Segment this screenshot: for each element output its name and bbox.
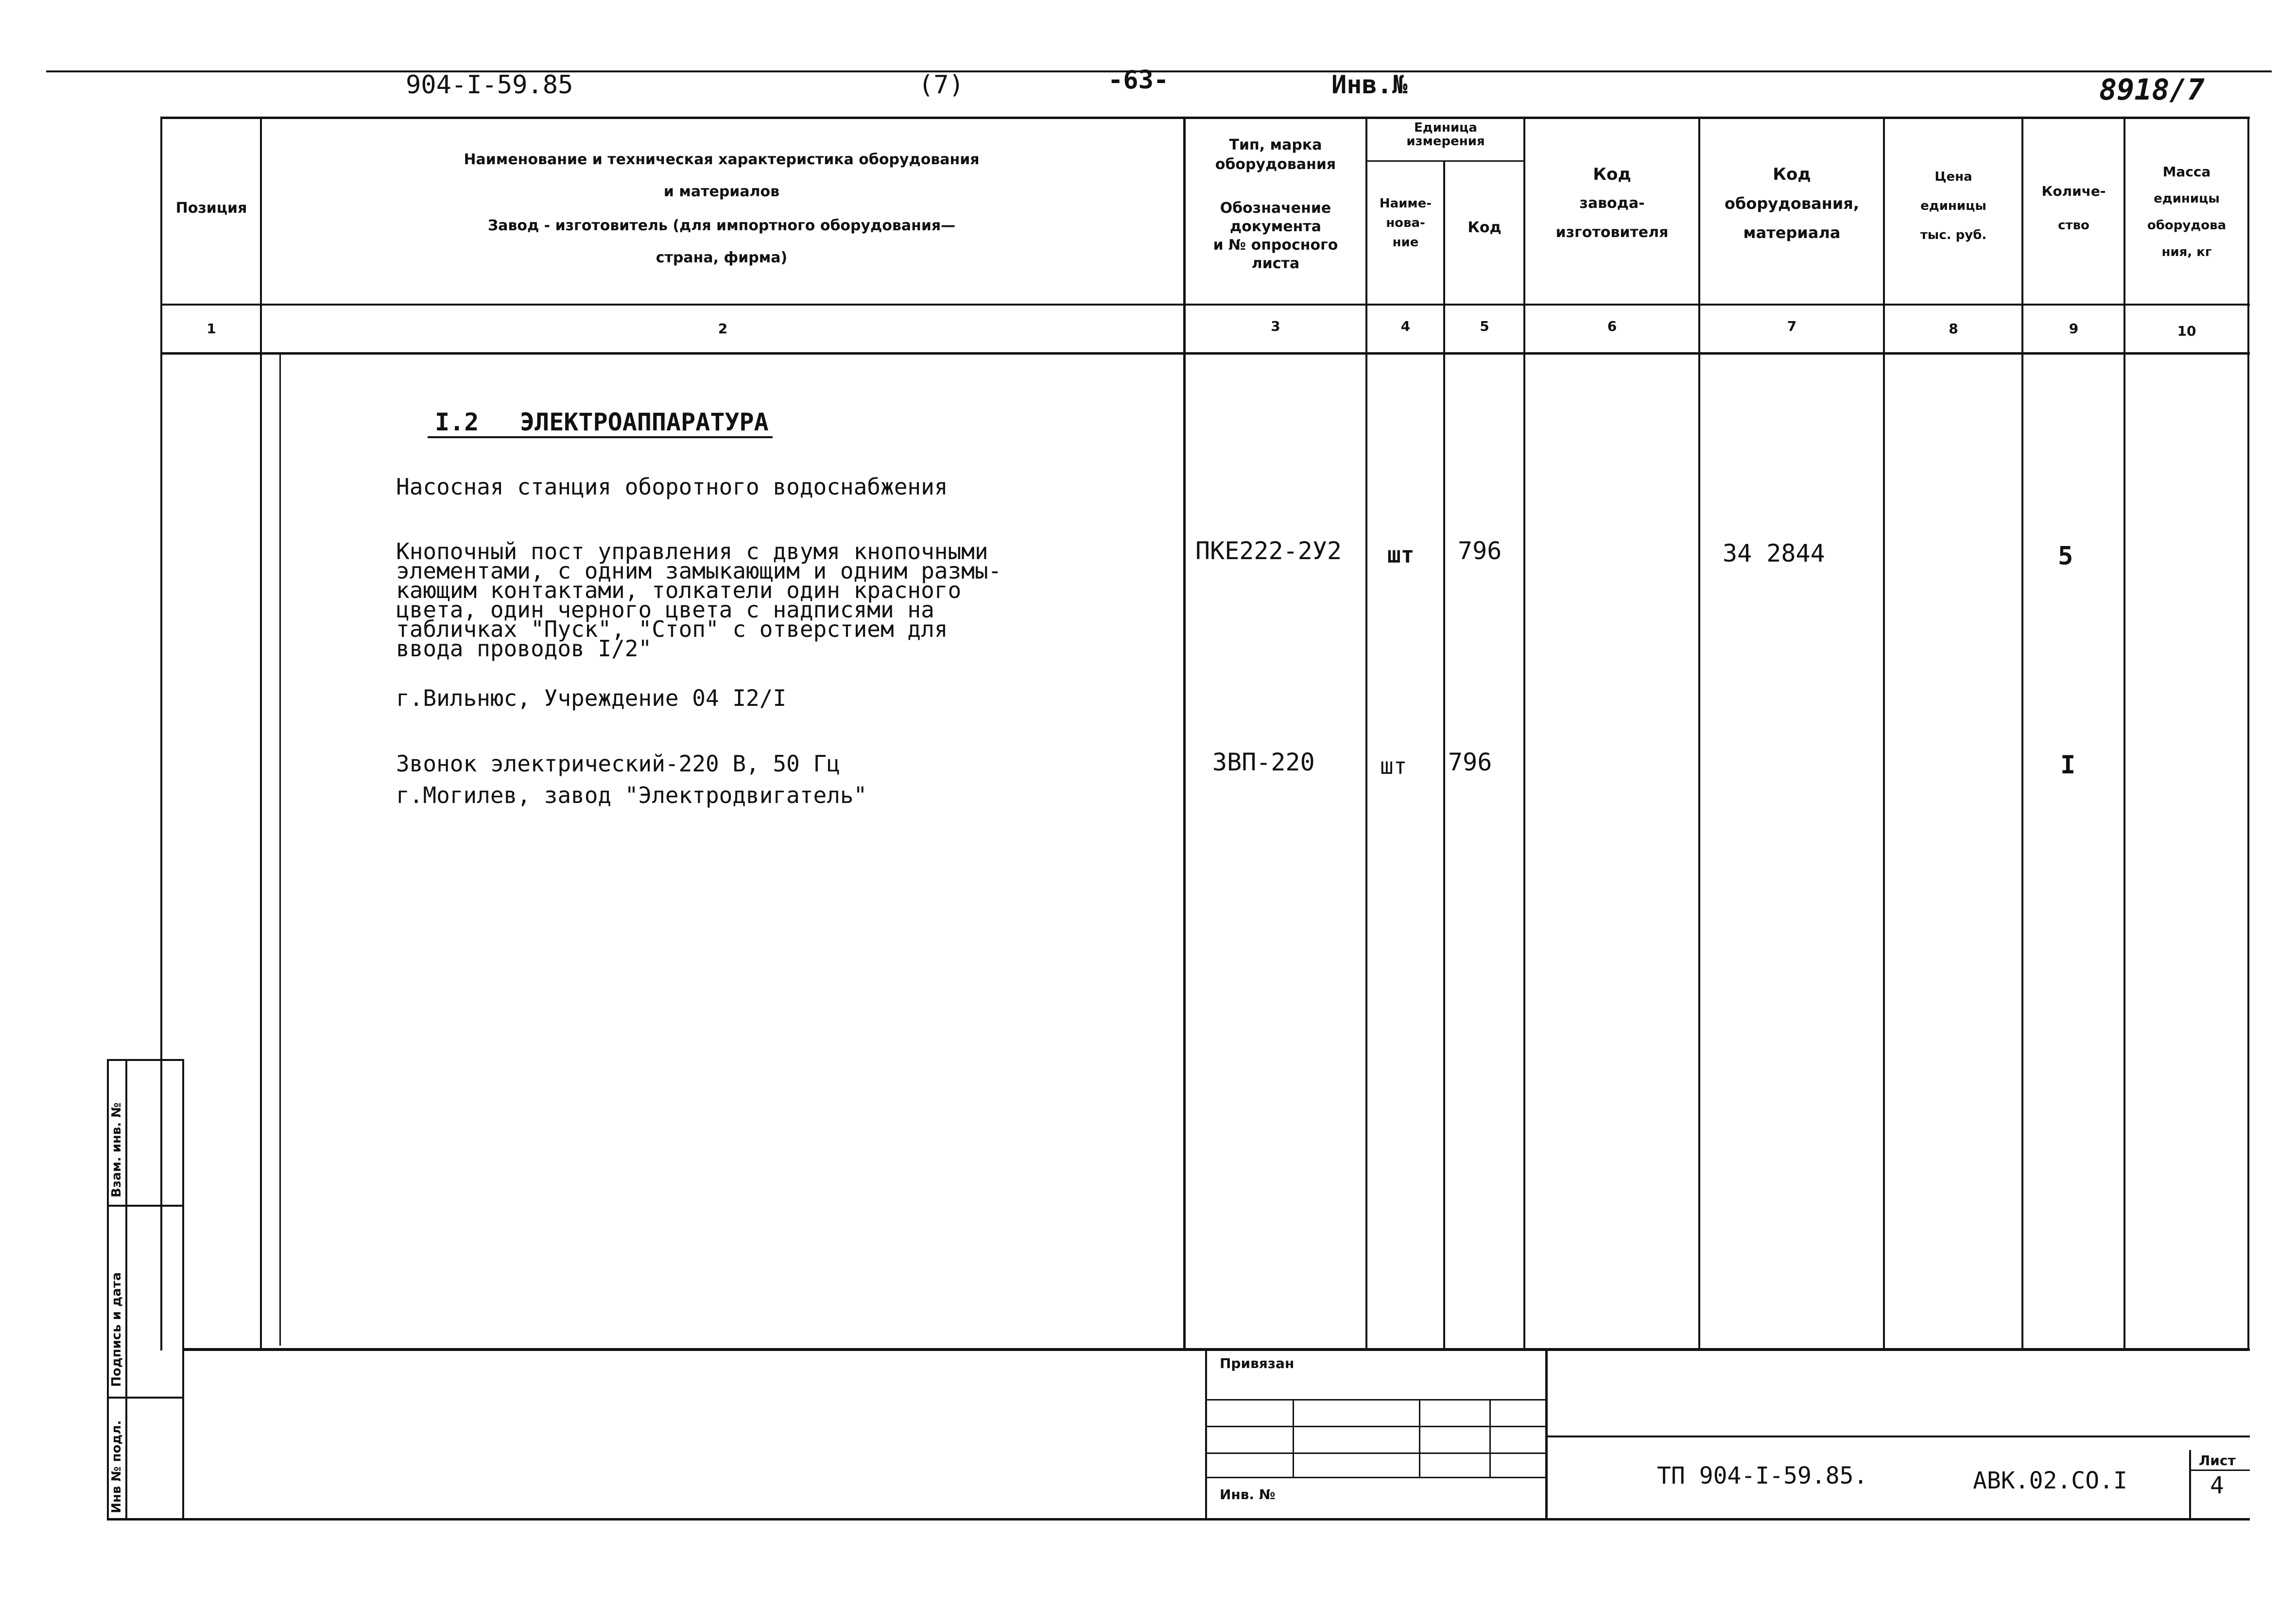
stamp-col1 bbox=[1293, 1399, 1294, 1477]
col10-header-line1: Масса bbox=[2162, 164, 2211, 180]
col3-header-line3: Обозначение bbox=[1220, 200, 1331, 217]
project-code: ТП 904-I-59.85. bbox=[1657, 1462, 1868, 1489]
bottom-border bbox=[107, 1518, 2250, 1521]
stamp-right bbox=[1545, 1348, 1548, 1518]
col7-header-line3: материала bbox=[1743, 223, 1841, 242]
item1-qty: 5 bbox=[2058, 542, 2073, 571]
col8-header-line1: Цена bbox=[1934, 170, 1972, 184]
header-top-line bbox=[160, 117, 2250, 119]
side-stamp-top bbox=[107, 1059, 182, 1061]
side-stamp-div1 bbox=[107, 1205, 182, 1207]
stamp-col2 bbox=[1419, 1399, 1420, 1477]
stamp-privyazan: Привязан bbox=[1220, 1355, 1295, 1371]
bottom-block-top bbox=[182, 1348, 2250, 1351]
side-stamp-inner bbox=[125, 1059, 127, 1518]
col6-header-line3: изготовителя bbox=[1555, 224, 1669, 241]
col3-header-line2: оборудования bbox=[1215, 156, 1336, 173]
col3-header-line5: и № опросного bbox=[1213, 237, 1338, 254]
col9-header-line2: ство bbox=[2058, 218, 2089, 233]
col6-header-line1: Код bbox=[1593, 165, 1631, 184]
item1-maker: г.Вильнюс, Учреждение 04 I2/I bbox=[396, 685, 787, 711]
col4-header-line2: нова- bbox=[1386, 216, 1425, 230]
inner-margin-line bbox=[279, 355, 281, 1346]
header-bottom-line bbox=[160, 304, 2250, 306]
col-number-5: 5 bbox=[1480, 318, 1489, 334]
doc-code-bottom: АВК.02.СО.I bbox=[1973, 1467, 2127, 1494]
sheet-box-div bbox=[2189, 1469, 2250, 1471]
handwritten-ref: 8918/7 bbox=[2099, 73, 2205, 107]
col-number-2: 2 bbox=[718, 321, 728, 337]
col-line-4 bbox=[1443, 160, 1445, 1350]
unit-group-line bbox=[1365, 160, 1523, 162]
col-number-10: 10 bbox=[2177, 323, 2196, 339]
item2-unit: шт bbox=[1380, 753, 1407, 779]
stamp-left bbox=[1205, 1348, 1207, 1518]
unit-group-line1: Единица bbox=[1414, 120, 1477, 135]
col5-header: Код bbox=[1467, 219, 1502, 236]
item1-equip-code: 34 2844 bbox=[1723, 539, 1825, 567]
sheet-box-left bbox=[2189, 1450, 2191, 1518]
stamp-row4 bbox=[1205, 1477, 1545, 1478]
section-number: I.2 bbox=[435, 408, 479, 436]
section-title: ЭЛЕКТРОАППАРАТУРА bbox=[520, 408, 769, 436]
sheet-paren: (7) bbox=[918, 70, 964, 100]
side-podpis: Подпись и дата bbox=[109, 1272, 124, 1387]
col6-header-line2: завода- bbox=[1579, 195, 1645, 212]
item1-desc-line2: элементами, с одним замыкающим и одним размы- bbox=[396, 558, 1002, 584]
item1-desc-line3: кающим контактами, толкатели один красного bbox=[396, 577, 962, 603]
titleblock-line bbox=[1548, 1435, 2250, 1437]
sheet-label: Лист bbox=[2199, 1452, 2236, 1469]
side-vzam: Взам. инв. № bbox=[109, 1102, 124, 1197]
col7-header-line1: Код bbox=[1773, 165, 1811, 184]
col10-header-line2: единицы bbox=[2154, 191, 2220, 206]
item1-desc-line1: Кнопочный пост управления с двумя кнопочными bbox=[396, 538, 988, 564]
col-line-0 bbox=[160, 117, 162, 1350]
side-stamp-div2 bbox=[107, 1397, 182, 1399]
col2-header-line2: и материалов bbox=[663, 183, 780, 200]
col-line-6 bbox=[1698, 117, 1700, 1350]
stamp-row3 bbox=[1205, 1452, 1545, 1454]
side-inv-podl: Инв № подл. bbox=[109, 1420, 124, 1513]
item2-unit-code: 796 bbox=[1448, 748, 1492, 776]
col8-header-line2: единицы bbox=[1920, 199, 1986, 213]
col8-header-line3: тыс. руб. bbox=[1920, 228, 1987, 242]
stamp-row2 bbox=[1205, 1426, 1545, 1427]
col3-header-line1: Тип, марка bbox=[1229, 137, 1322, 154]
col-number-3: 3 bbox=[1271, 318, 1280, 334]
col-line-5 bbox=[1523, 117, 1525, 1350]
col9-header-line1: Количе- bbox=[2041, 183, 2106, 199]
page-mark: -63- bbox=[1108, 66, 1169, 95]
col3-header-line4: документа bbox=[1230, 218, 1321, 235]
col1-header: Позиция bbox=[175, 200, 247, 217]
col4-header-line3: ние bbox=[1392, 235, 1419, 250]
col-number-4: 4 bbox=[1400, 318, 1411, 334]
item1-unit-code: 796 bbox=[1458, 537, 1502, 565]
side-stamp-right bbox=[182, 1059, 184, 1518]
col-number-8: 8 bbox=[1949, 321, 1958, 337]
sheet-number: 4 bbox=[2210, 1472, 2224, 1499]
col-line-7 bbox=[1883, 117, 1885, 1350]
subsection-title: Насосная станция оборотного водоснабжения bbox=[396, 474, 948, 500]
item2-desc: Звонок электрический-220 В, 50 Гц bbox=[396, 751, 840, 777]
item1-unit: шт bbox=[1387, 542, 1415, 568]
col-line-9 bbox=[2123, 117, 2125, 1350]
item1-desc-line4: цвета, один черного цвета с надписями на bbox=[396, 597, 934, 623]
section-underline bbox=[428, 436, 773, 438]
col2-header-line3: Завод - изготовитель (для импортного оборудования— bbox=[487, 217, 956, 234]
stamp-col3 bbox=[1489, 1399, 1491, 1477]
col-line-1 bbox=[260, 117, 262, 1350]
unit-group-line2: измерения bbox=[1406, 134, 1485, 149]
col-number-7: 7 bbox=[1787, 318, 1797, 334]
col-line-2 bbox=[1183, 117, 1186, 1350]
col10-header-line3: оборудова bbox=[2147, 218, 2227, 233]
col3-header-line6: листа bbox=[1251, 255, 1300, 272]
col-number-1: 1 bbox=[207, 321, 216, 337]
doc-code-top: 904-I-59.85 bbox=[406, 70, 573, 100]
col-number-6: 6 bbox=[1607, 318, 1617, 334]
side-stamp-left bbox=[107, 1059, 109, 1518]
col-line-3 bbox=[1365, 117, 1367, 1350]
item2-maker: г.Могилев, завод "Электродвигатель" bbox=[396, 782, 867, 808]
inv-label: Инв.№ bbox=[1331, 70, 1408, 100]
item2-type: ЗВП-220 bbox=[1212, 748, 1315, 776]
col10-header-line4: ния, кг bbox=[2161, 245, 2212, 259]
item2-qty: I bbox=[2060, 751, 2076, 780]
col2-header-line4: страна, фирма) bbox=[656, 249, 788, 266]
col4-header-line1: Наиме- bbox=[1379, 196, 1432, 211]
col-line-10 bbox=[2247, 117, 2249, 1350]
col7-header-line2: оборудования, bbox=[1725, 194, 1859, 213]
numbers-row-bottom-line bbox=[160, 352, 2250, 355]
item1-desc-line6: ввода проводов I/2" bbox=[396, 635, 652, 662]
col-number-9: 9 bbox=[2069, 321, 2079, 337]
stamp-row1 bbox=[1205, 1399, 1545, 1401]
item1-desc-line5: табличках "Пуск", "Стоп" с отверстием для bbox=[396, 616, 948, 642]
col2-header-line1: Наименование и техническая характеристика оборудования bbox=[464, 151, 980, 168]
col-line-8 bbox=[2021, 117, 2023, 1350]
item1-type: ПКЕ222-2У2 bbox=[1195, 537, 1342, 565]
stamp-inv-no: Инв. № bbox=[1220, 1486, 1276, 1503]
